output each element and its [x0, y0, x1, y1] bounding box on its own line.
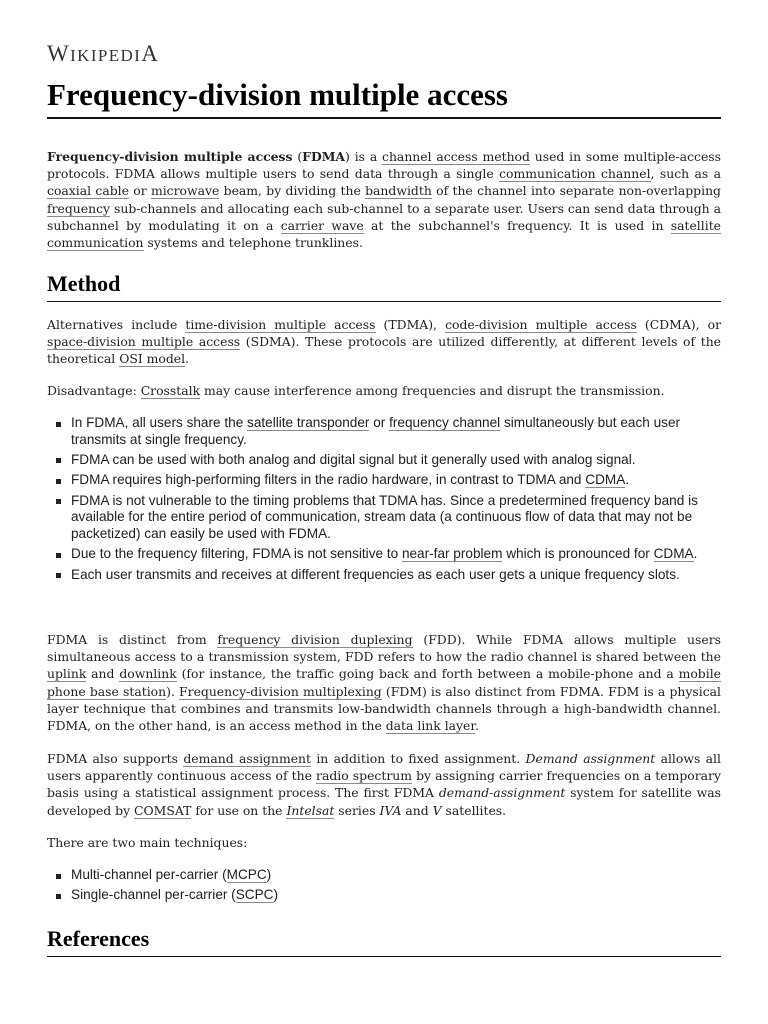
page-title: Frequency-division multiple access [47, 77, 721, 119]
text: (TDMA), [375, 317, 446, 332]
list-item [47, 567, 721, 584]
text: for use on the [191, 802, 287, 818]
text: . [185, 351, 190, 367]
link-communication-channel[interactable]: communication channel [499, 166, 651, 182]
wordmark-cap-w: W [47, 41, 71, 66]
text: Multi-channel per-carrier ( [71, 867, 227, 882]
italic-text: V [432, 802, 442, 818]
text: beam, by dividing the [219, 183, 366, 199]
link-space-division-multiple-access[interactable]: space-division multiple access [47, 334, 241, 350]
link-frequency-division-duplexing[interactable]: frequency division duplexing [217, 632, 413, 647]
link-cdma[interactable]: CDMA [653, 546, 694, 562]
text: ) [273, 887, 279, 903]
link-time-division-multiple-access[interactable]: time-division multiple access [185, 317, 376, 332]
link-radio-spectrum[interactable]: radio spectrum [316, 768, 412, 784]
link-satellite-transponder[interactable]: satellite transponder [247, 415, 370, 430]
link-intelsat[interactable]: Intelsat [286, 802, 335, 818]
text: FDMA is distinct from [47, 632, 218, 647]
link-mcpc[interactable]: MCPC [226, 867, 267, 882]
wordmark-ikipedi: IKIPEDI [70, 46, 142, 65]
link-channel-access-method[interactable]: channel access method [382, 149, 530, 164]
text: (SDMA). These protocols are utilized differently, at different levels of the theoretical [47, 334, 722, 367]
text: , such as a [650, 166, 721, 182]
text: and [401, 802, 433, 818]
link-satellite-communication[interactable]: satellite communication [47, 217, 722, 251]
text: which is pronounced for [502, 546, 654, 562]
fdd-paragraph [47, 631, 721, 734]
intro-abbr: FDMA [302, 149, 346, 164]
link-crosstalk[interactable]: Crosstalk [140, 383, 201, 398]
list-item [47, 546, 721, 563]
text: FDMA is not vulnerable to the timing problems that TDMA has. Since a predetermined frequency band is available for the entire period of communication, stream data (a continuous flow of data that may not be packetized) can easily be used with FDMA. [71, 492, 698, 541]
text: of the channel into separate non-overlapping [431, 183, 721, 199]
italic-text: demand-assignment [438, 785, 566, 801]
text: satellites. [441, 802, 507, 818]
heading-method: Method [47, 271, 721, 302]
text: ) [266, 867, 272, 882]
list-item [47, 493, 721, 543]
link-mobile-phone-base-station[interactable]: mobile phone base station [47, 666, 721, 699]
heading-references: References [47, 926, 721, 957]
text: (CDMA), or [636, 317, 721, 332]
alternatives-paragraph [47, 316, 721, 368]
demand-assignment-paragraph [47, 750, 721, 819]
text: at the subchannel's frequency. It is used in [363, 217, 671, 233]
techniques-list [47, 867, 721, 908]
text: In FDMA, all users share the [71, 415, 248, 430]
text: FDMA requires high-performing filters in the radio hardware, in contrast to TDMA and [71, 472, 586, 488]
text: ). [166, 683, 180, 699]
intro-term: Frequency-division multiple access [47, 149, 293, 164]
text: series [334, 802, 380, 818]
list-item [47, 887, 721, 904]
text: . [625, 472, 630, 488]
text: by assigning carrier frequencies on a temporary basis using a statistical assignment process. The first FDMA [47, 768, 721, 801]
link-frequency[interactable]: frequency [47, 200, 111, 216]
list-item [47, 472, 721, 489]
link-near-far-problem[interactable]: near-far problem [401, 546, 503, 562]
italic-text: IVA [379, 802, 402, 818]
text: FDMA also supports [47, 751, 184, 766]
link-downlink[interactable]: downlink [119, 666, 177, 682]
text: or [369, 415, 390, 430]
text: (FDM) is also distinct from FDMA. FDM is a physical layer technique that combines and transmits low-bandwidth channels through a high-bandwidth channel. FDMA, on the other hand, is an access method in the [47, 683, 721, 734]
link-data-link-layer[interactable]: data link layer [385, 718, 475, 734]
link-demand-assignment[interactable]: demand assignment [183, 751, 311, 766]
text: allows all users apparently continuous access of the [47, 751, 721, 784]
list-item [47, 867, 721, 884]
list-item [47, 415, 721, 448]
text: ) is a [345, 149, 383, 164]
link-osi-model[interactable]: OSI model [119, 351, 186, 367]
method-bullet-list [47, 415, 721, 587]
link-comsat[interactable]: COMSAT [134, 802, 192, 818]
text: (FDD). While FDMA allows multiple users simultaneous access to a transmission system, FDD refers to how the radio channel is shared between the [47, 632, 721, 665]
text: may cause interference among frequencies and disrupt the transmission. [200, 383, 665, 398]
text: Each user transmits and receives at different frequencies as each user gets a unique frequency slots. [71, 566, 680, 582]
link-frequency-division-multiplexing[interactable]: Frequency-division multiplexing [179, 683, 382, 699]
link-bandwidth[interactable]: bandwidth [365, 183, 432, 199]
text: . [693, 546, 698, 562]
text: Disadvantage: [47, 383, 141, 398]
text: system for satellite was developed by [47, 785, 721, 818]
text: simultaneously but each user transmits at single frequency. [71, 415, 681, 447]
link-scpc[interactable]: SCPC [235, 887, 274, 903]
text: used in some multiple-access protocols. FDMA allows multiple users to send data through a single [47, 149, 721, 182]
link-coaxial-cable[interactable]: coaxial cable [47, 183, 129, 199]
techniques-intro: There are two main techniques: [47, 835, 248, 850]
text: or [128, 183, 151, 199]
text: Alternatives include [47, 317, 186, 332]
link-uplink[interactable]: uplink [47, 666, 87, 682]
disadvantage-paragraph [47, 382, 721, 399]
link-microwave[interactable]: microwave [150, 183, 220, 199]
text: systems and telephone trunklines. [143, 235, 363, 251]
link-code-division-multiple-access[interactable]: code-division multiple access [445, 317, 637, 332]
wikipedia-wordmark[interactable] [47, 41, 159, 67]
link-carrier-wave[interactable]: carrier wave [280, 217, 364, 233]
wordmark-cap-a: A [141, 41, 160, 66]
text: Due to the frequency filtering, FDMA is not sensitive to [71, 546, 402, 562]
link-cdma[interactable]: CDMA [585, 472, 626, 488]
text: (for instance, the traffic going back and forth between a mobile-phone and a [176, 666, 679, 682]
text: Single-channel per-carrier ( [71, 887, 236, 903]
text: ( [292, 149, 303, 164]
list-item [47, 452, 721, 469]
italic-text: Demand assignment [525, 751, 656, 766]
text: FDMA can be used with both analog and digital signal but it generally used with analog signal. [71, 451, 636, 467]
intro-paragraph [47, 148, 721, 251]
link-frequency-channel[interactable]: frequency channel [389, 415, 501, 430]
text: sub-channels and allocating each sub-channel to a separate user. Users can send data through a subchannel by modulating it on a [47, 200, 721, 233]
text: and [86, 666, 120, 682]
text: in addition to fixed assignment. [311, 751, 526, 766]
text: . [474, 718, 479, 734]
